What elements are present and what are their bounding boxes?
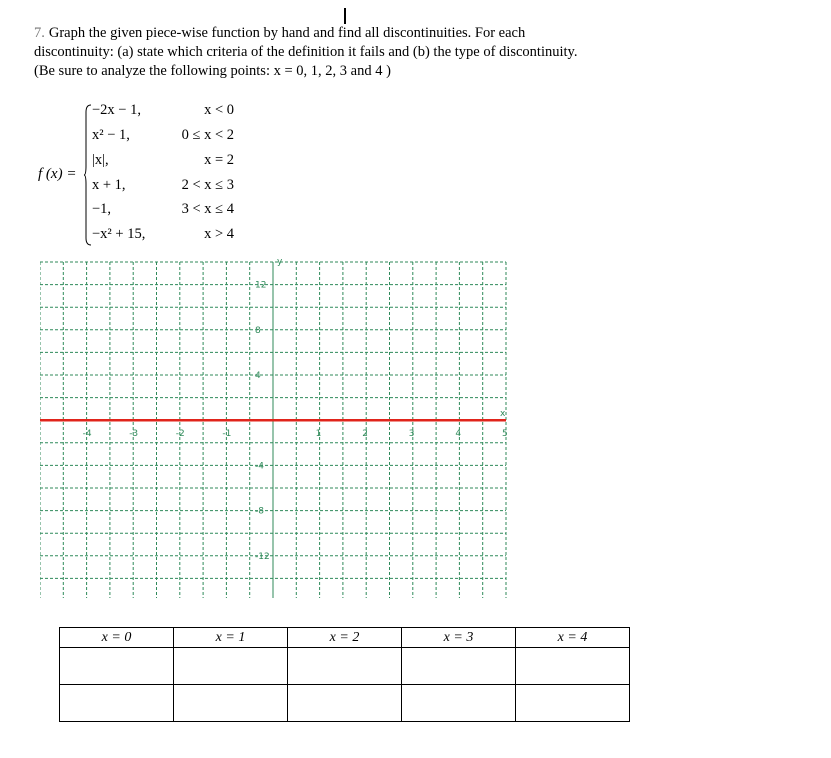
table-cell[interactable] [60, 648, 174, 685]
piece-6: −x² + 15, x > 4 [92, 226, 234, 242]
table-cell[interactable] [402, 685, 516, 722]
analysis-table [59, 627, 630, 722]
y-tick-label: -12 [255, 551, 270, 562]
y-tick-label: -4 [255, 461, 264, 472]
y-tick-label: 8 [255, 325, 261, 336]
header-x0: x = 0 [60, 628, 174, 648]
piece-1: −2x − 1, x < 0 [92, 102, 234, 118]
problem-number: 7. [34, 25, 45, 41]
coordinate-grid[interactable] [40, 256, 512, 598]
y-axis-label: y [277, 257, 283, 267]
piece-3: |x|, x = 2 [92, 152, 234, 168]
x-tick-label: 3 [408, 429, 415, 440]
prompt-line-3: (Be sure to analyze the following points: x = 0, 1, 2, 3 and 4 ) [34, 63, 391, 79]
x-tick-label: 2 [362, 429, 368, 440]
prompt-line-2: discontinuity: (a) state which criteria of the definition it fails and (b) the type of discontinuity. [34, 44, 578, 60]
table-cell[interactable] [516, 648, 630, 685]
piece-2: x² − 1, 0 ≤ x < 2 [92, 127, 234, 143]
y-tick-label: 4 [255, 371, 261, 381]
piece-4: x + 1, 2 < x ≤ 3 [92, 177, 234, 193]
piece-5: −1, 3 < x ≤ 4 [92, 201, 234, 217]
x-tick-label: -2 [175, 429, 185, 440]
function-name: f (x) = [38, 166, 77, 182]
table-cell[interactable] [288, 648, 402, 685]
table-header-row [60, 628, 630, 648]
table-cell[interactable] [516, 685, 630, 722]
header-x3: x = 3 [402, 628, 516, 648]
x-tick-label: -1 [222, 429, 232, 440]
table-cell[interactable] [60, 685, 174, 722]
header-x4: x = 4 [516, 628, 630, 648]
y-tick-label: -8 [255, 506, 264, 517]
problem-prompt [34, 24, 654, 81]
left-brace-icon [84, 104, 92, 246]
x-tick-label: 5 [502, 429, 508, 440]
x-tick-label: -4 [82, 429, 92, 440]
table-row [60, 685, 630, 722]
header-x2: x = 2 [288, 628, 402, 648]
table-cell[interactable] [174, 648, 288, 685]
piecewise-function [34, 100, 294, 250]
table-cell[interactable] [288, 685, 402, 722]
header-x1: x = 1 [174, 628, 288, 648]
table-cell[interactable] [402, 648, 516, 685]
x-tick-label: 1 [315, 429, 322, 440]
table-row [60, 648, 630, 685]
y-tick-label: 12 [255, 280, 267, 291]
prompt-line-1: 7. Graph the given piece-wise function by hand and find all discontinuities. For each [34, 25, 526, 41]
table-cell[interactable] [174, 685, 288, 722]
x-axis-label: x [500, 409, 506, 420]
x-tick-label: 4 [455, 429, 462, 440]
text-cursor [344, 8, 346, 24]
x-tick-label: -3 [129, 429, 139, 440]
